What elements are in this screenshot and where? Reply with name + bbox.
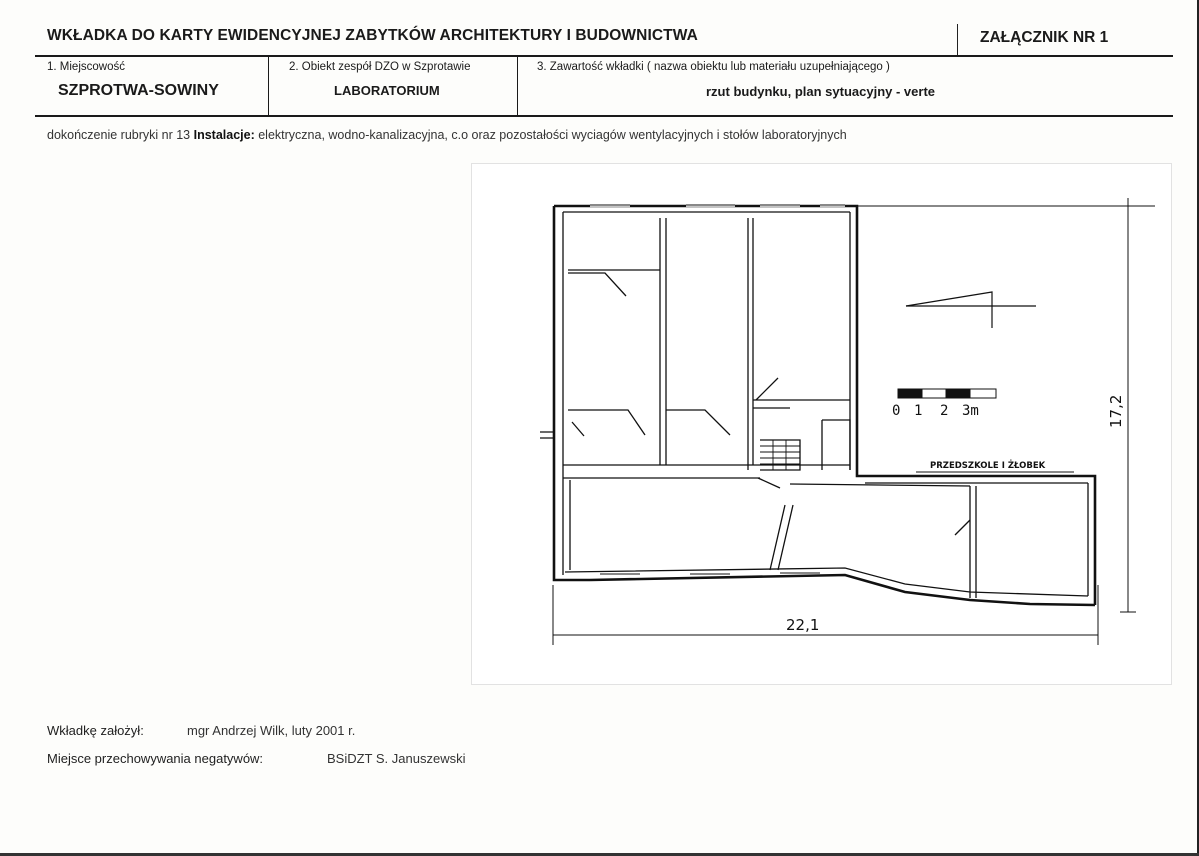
- north-arrow-icon: [906, 292, 1036, 328]
- note-prefix: dokończenie rubryki nr 13: [47, 128, 194, 142]
- storage-label: Miejsce przechowywania negatywów:: [47, 751, 264, 766]
- content-value: rzut budynku, plan sytuacyjny - verte: [706, 84, 935, 99]
- scale-labels: [892, 403, 979, 419]
- storage-value: BSiDZT S. Januszewski: [327, 751, 466, 766]
- scale-label: 3m: [962, 403, 979, 419]
- place-label: 1. Miejscowość: [47, 61, 125, 73]
- scale-label: 1: [914, 403, 923, 419]
- founded-label: Wkładkę założył:: [47, 723, 144, 738]
- object-label: 2. Obiekt zespół DZO w Szprotawie: [289, 61, 471, 73]
- scale-bar: [898, 389, 996, 398]
- content-label: 3. Zawartość wkładki ( nazwa obiektu lub materiału uzupełniającego ): [537, 61, 890, 73]
- note-bold: Instalacje:: [193, 128, 255, 142]
- neighbour-annotation: PRZEDSZKOLE I ŻŁOBEK: [930, 461, 1046, 471]
- object-value: LABORATORIUM: [334, 83, 440, 98]
- width-dimension: 22,1: [786, 616, 820, 634]
- note-text: elektryczna, wodno-kanalizacyjna, c.o oraz pozostałości wyciagów wentylacyjnych i stołów laboratoryjnych: [254, 128, 847, 142]
- annex-label: ZAŁĄCZNIK NR 1: [980, 29, 1109, 46]
- form-title: WKŁADKA DO KARTY EWIDENCYJNEJ ZABYTKÓW ARCHITEKTURY I BUDOWNICTWA: [47, 27, 698, 44]
- place-value: SZPROTWA-SOWINY: [58, 82, 219, 99]
- founded-value: mgr Andrzej Wilk, luty 2001 r.: [187, 723, 356, 738]
- scale-label: 0: [892, 403, 901, 419]
- plan-walls: [540, 205, 1095, 605]
- scale-label: 2: [940, 403, 949, 419]
- height-dimension: 17,2: [1107, 394, 1125, 428]
